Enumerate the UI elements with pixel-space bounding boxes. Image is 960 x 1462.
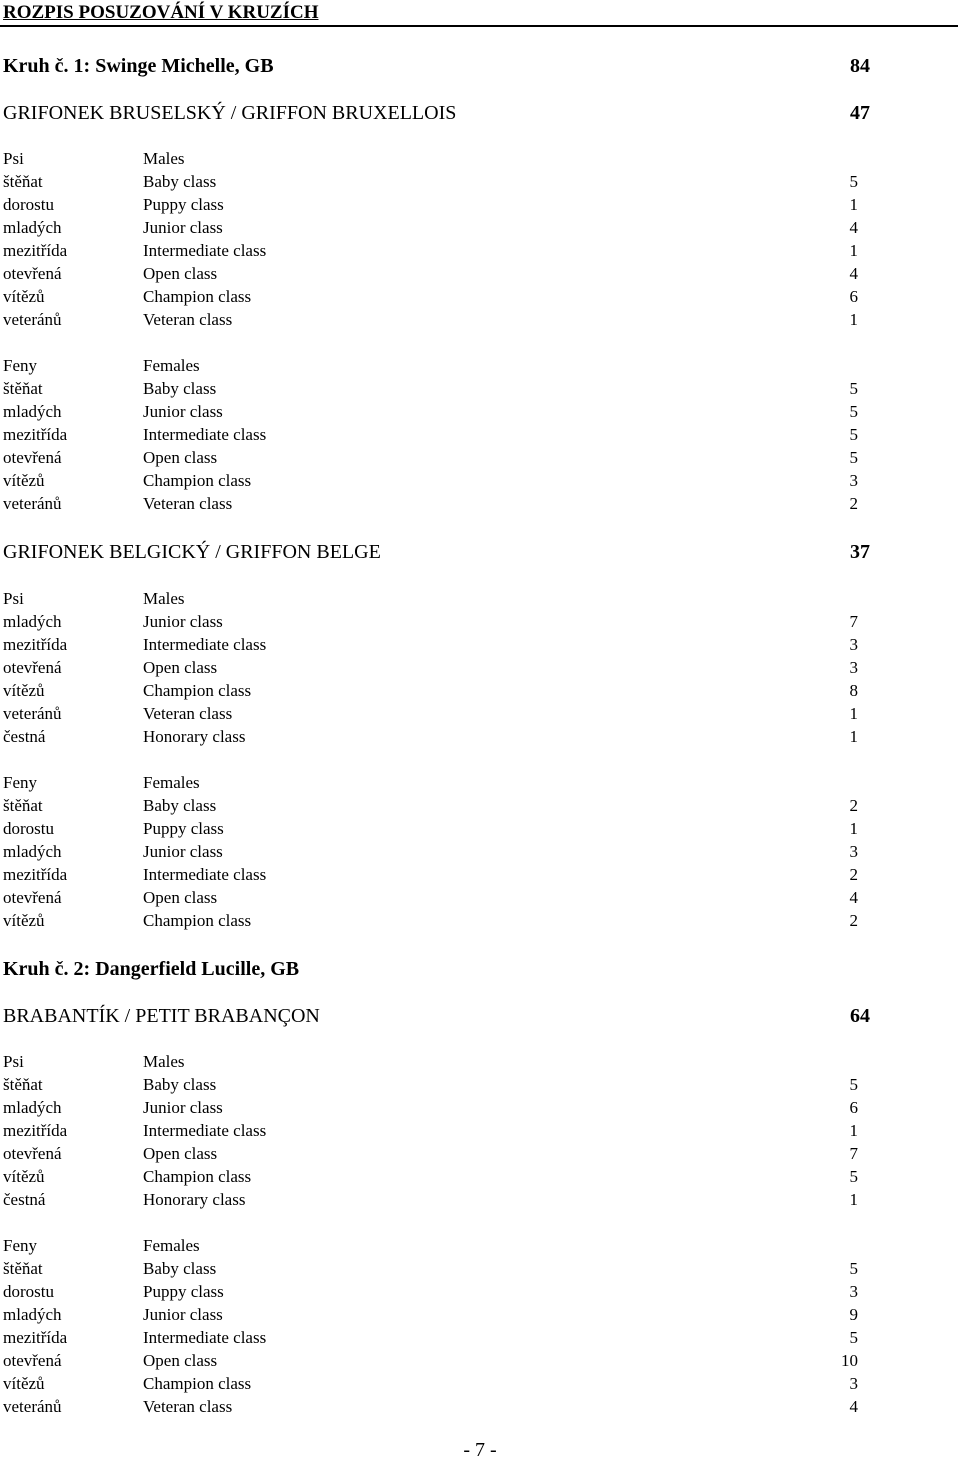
- class-name-cz: otevřená: [3, 1144, 62, 1163]
- class-row: [0, 1396, 960, 1418]
- class-entry-count: 5: [849, 1075, 858, 1094]
- class-row: [0, 1258, 960, 1280]
- class-entry-count: 7: [849, 612, 858, 631]
- class-entry-count: 2: [849, 865, 858, 884]
- class-name-en: Intermediate class: [143, 241, 267, 260]
- sex-heading: [0, 1235, 960, 1257]
- class-name-en: Intermediate class: [143, 865, 267, 884]
- class-entry-count: 1: [849, 819, 858, 838]
- class-name-cz: štěňat: [3, 1259, 43, 1278]
- class-entry-count: 10: [841, 1351, 858, 1370]
- class-row: [0, 703, 960, 725]
- class-name-en: Junior class: [143, 218, 223, 237]
- class-name-en: Baby class: [143, 379, 217, 398]
- class-row: [0, 1074, 960, 1096]
- ring-title: Kruh č. 1: Swinge Michelle, GB: [3, 55, 274, 77]
- ring-heading: [0, 54, 960, 78]
- class-name-cz: mezitřída: [3, 1328, 68, 1347]
- class-row: [0, 795, 960, 817]
- sex-heading: [0, 772, 960, 794]
- class-name-cz: štěňat: [3, 379, 43, 398]
- class-row: [0, 1281, 960, 1303]
- class-entry-count: 3: [849, 1282, 858, 1301]
- class-name-cz: otevřená: [3, 448, 62, 467]
- class-entry-count: 3: [849, 1374, 858, 1393]
- class-name-en: Champion class: [143, 287, 252, 306]
- sex-label-en: Females: [143, 356, 200, 375]
- class-name-cz: veteránů: [3, 494, 62, 513]
- class-entry-count: 4: [849, 1397, 858, 1416]
- class-name-cz: veteránů: [3, 310, 62, 329]
- class-name-en: Open class: [143, 1144, 218, 1163]
- class-entry-count: 7: [849, 1144, 858, 1163]
- class-entry-count: 6: [849, 287, 858, 306]
- class-row: [0, 841, 960, 863]
- class-row: [0, 864, 960, 886]
- class-row: [0, 493, 960, 515]
- breed-entry-count: 37: [850, 541, 870, 563]
- sex-label-en: Females: [143, 773, 200, 792]
- class-row: [0, 1350, 960, 1372]
- class-name-cz: mladých: [3, 612, 62, 631]
- sex-heading: [0, 588, 960, 610]
- class-name-cz: mladých: [3, 1098, 62, 1117]
- class-name-en: Champion class: [143, 911, 252, 930]
- class-row: [0, 309, 960, 331]
- class-name-cz: štěňat: [3, 796, 43, 815]
- class-name-en: Junior class: [143, 402, 223, 421]
- class-name-cz: vítězů: [3, 1167, 45, 1186]
- breed-entry-count: 64: [850, 1005, 870, 1027]
- class-name-en: Open class: [143, 658, 218, 677]
- sex-label-cz: Psi: [3, 589, 24, 608]
- sex-label-cz: Psi: [3, 149, 24, 168]
- breed-heading: [0, 101, 960, 125]
- class-row: [0, 447, 960, 469]
- class-row: [0, 1166, 960, 1188]
- class-name-cz: otevřená: [3, 888, 62, 907]
- class-name-cz: čestná: [3, 1190, 46, 1209]
- class-name-en: Junior class: [143, 1305, 223, 1324]
- class-name-cz: vítězů: [3, 471, 45, 490]
- class-entry-count: 2: [849, 494, 858, 513]
- class-row: [0, 286, 960, 308]
- class-row: [0, 1143, 960, 1165]
- class-entry-count: 4: [849, 264, 858, 283]
- class-row: [0, 910, 960, 932]
- class-entry-count: 5: [849, 172, 858, 191]
- sex-label-cz: Feny: [3, 356, 37, 375]
- class-name-cz: veteránů: [3, 1397, 62, 1416]
- sex-label-en: Males: [143, 149, 185, 168]
- page-number: - 7 -: [463, 1439, 497, 1461]
- class-entry-count: 2: [849, 796, 858, 815]
- class-entry-count: 2: [849, 911, 858, 930]
- class-row: [0, 887, 960, 909]
- class-name-cz: mezitřída: [3, 865, 68, 884]
- class-entry-count: 3: [849, 471, 858, 490]
- class-name-en: Intermediate class: [143, 1121, 267, 1140]
- class-name-en: Junior class: [143, 1098, 223, 1117]
- class-entry-count: 1: [849, 310, 858, 329]
- class-entry-count: 5: [849, 379, 858, 398]
- class-row: [0, 611, 960, 633]
- class-name-en: Puppy class: [143, 819, 224, 838]
- class-row: [0, 378, 960, 400]
- class-name-en: Baby class: [143, 172, 217, 191]
- class-name-en: Baby class: [143, 1075, 217, 1094]
- class-row: [0, 657, 960, 679]
- page-header: ROZPIS POSUZOVÁNÍ V KRUZÍCH: [0, 0, 958, 27]
- sex-heading: [0, 1051, 960, 1073]
- class-row: [0, 1189, 960, 1211]
- class-name-en: Champion class: [143, 1374, 252, 1393]
- class-name-en: Junior class: [143, 612, 223, 631]
- class-name-cz: dorostu: [3, 1282, 54, 1301]
- breed-heading: [0, 540, 960, 564]
- class-entry-count: 5: [849, 1328, 858, 1347]
- class-name-en: Intermediate class: [143, 635, 267, 654]
- class-name-en: Intermediate class: [143, 1328, 267, 1347]
- class-row: [0, 1097, 960, 1119]
- class-name-en: Champion class: [143, 471, 252, 490]
- class-entry-count: 1: [849, 1121, 858, 1140]
- breed-title: GRIFONEK BRUSELSKÝ / GRIFFON BRUXELLOIS: [3, 102, 457, 124]
- class-entry-count: 3: [849, 635, 858, 654]
- class-entry-count: 9: [849, 1305, 858, 1324]
- class-entry-count: 1: [849, 1190, 858, 1209]
- class-name-cz: mladých: [3, 218, 62, 237]
- class-name-cz: vítězů: [3, 681, 45, 700]
- sex-heading: [0, 355, 960, 377]
- breed-entry-count: 47: [850, 102, 870, 124]
- class-row: [0, 263, 960, 285]
- class-entry-count: 5: [849, 1167, 858, 1186]
- class-name-cz: štěňat: [3, 1075, 43, 1094]
- sex-label-cz: Psi: [3, 1052, 24, 1071]
- class-name-cz: mezitřída: [3, 241, 68, 260]
- class-name-cz: mezitřída: [3, 1121, 68, 1140]
- sex-label-en: Females: [143, 1236, 200, 1255]
- class-name-cz: otevřená: [3, 264, 62, 283]
- class-entry-count: 1: [849, 195, 858, 214]
- class-name-cz: mezitřída: [3, 425, 68, 444]
- class-name-cz: vítězů: [3, 911, 45, 930]
- class-name-cz: veteránů: [3, 704, 62, 723]
- class-name-en: Honorary class: [143, 1190, 246, 1209]
- class-name-en: Open class: [143, 1351, 218, 1370]
- class-name-en: Honorary class: [143, 727, 246, 746]
- breed-heading: [0, 1004, 960, 1028]
- class-name-cz: vítězů: [3, 1374, 45, 1393]
- class-name-cz: mladých: [3, 842, 62, 861]
- breed-title: BRABANTÍK / PETIT BRABANÇON: [3, 1005, 320, 1027]
- class-row: [0, 424, 960, 446]
- ring-title: Kruh č. 2: Dangerfield Lucille, GB: [3, 958, 300, 980]
- class-row: [0, 217, 960, 239]
- class-name-cz: mladých: [3, 1305, 62, 1324]
- class-row: [0, 1120, 960, 1142]
- class-row: [0, 1327, 960, 1349]
- class-name-en: Baby class: [143, 796, 217, 815]
- class-entry-count: 1: [849, 727, 858, 746]
- class-entry-count: 3: [849, 658, 858, 677]
- class-name-en: Veteran class: [143, 494, 233, 513]
- sex-label-cz: Feny: [3, 773, 37, 792]
- class-name-cz: mezitřída: [3, 635, 68, 654]
- class-entry-count: 3: [849, 842, 858, 861]
- class-name-cz: mladých: [3, 402, 62, 421]
- class-name-en: Veteran class: [143, 704, 233, 723]
- ring-heading: [0, 957, 960, 981]
- class-entry-count: 5: [849, 448, 858, 467]
- class-name-en: Intermediate class: [143, 425, 267, 444]
- class-name-en: Junior class: [143, 842, 223, 861]
- class-name-en: Puppy class: [143, 1282, 224, 1301]
- class-row: [0, 470, 960, 492]
- class-name-en: Open class: [143, 888, 218, 907]
- class-entry-count: 5: [849, 402, 858, 421]
- sex-label-cz: Feny: [3, 1236, 37, 1255]
- class-entry-count: 5: [849, 425, 858, 444]
- class-entry-count: 4: [849, 218, 858, 237]
- class-name-cz: vítězů: [3, 287, 45, 306]
- class-entry-count: 6: [849, 1098, 858, 1117]
- class-row: [0, 171, 960, 193]
- class-name-en: Champion class: [143, 1167, 252, 1186]
- class-row: [0, 401, 960, 423]
- class-entry-count: 1: [849, 704, 858, 723]
- class-name-en: Open class: [143, 448, 218, 467]
- class-name-en: Veteran class: [143, 310, 233, 329]
- class-row: [0, 634, 960, 656]
- sex-heading: [0, 148, 960, 170]
- breed-title: GRIFONEK BELGICKÝ / GRIFFON BELGE: [3, 541, 381, 563]
- class-row: [0, 240, 960, 262]
- class-name-en: Puppy class: [143, 195, 224, 214]
- class-name-en: Veteran class: [143, 1397, 233, 1416]
- class-entry-count: 8: [849, 681, 858, 700]
- class-row: [0, 726, 960, 748]
- class-entry-count: 1: [849, 241, 858, 260]
- class-name-en: Baby class: [143, 1259, 217, 1278]
- class-row: [0, 194, 960, 216]
- sex-label-en: Males: [143, 589, 185, 608]
- class-row: [0, 680, 960, 702]
- class-row: [0, 1373, 960, 1395]
- class-entry-count: 4: [849, 888, 858, 907]
- class-entry-count: 5: [849, 1259, 858, 1278]
- class-row: [0, 1304, 960, 1326]
- class-name-cz: štěňat: [3, 172, 43, 191]
- class-name-en: Open class: [143, 264, 218, 283]
- ring-entry-count: 84: [850, 55, 870, 77]
- class-name-cz: dorostu: [3, 819, 54, 838]
- sex-label-en: Males: [143, 1052, 185, 1071]
- class-name-cz: dorostu: [3, 195, 54, 214]
- class-name-en: Champion class: [143, 681, 252, 700]
- class-name-cz: otevřená: [3, 658, 62, 677]
- class-row: [0, 818, 960, 840]
- class-name-cz: čestná: [3, 727, 46, 746]
- class-name-cz: otevřená: [3, 1351, 62, 1370]
